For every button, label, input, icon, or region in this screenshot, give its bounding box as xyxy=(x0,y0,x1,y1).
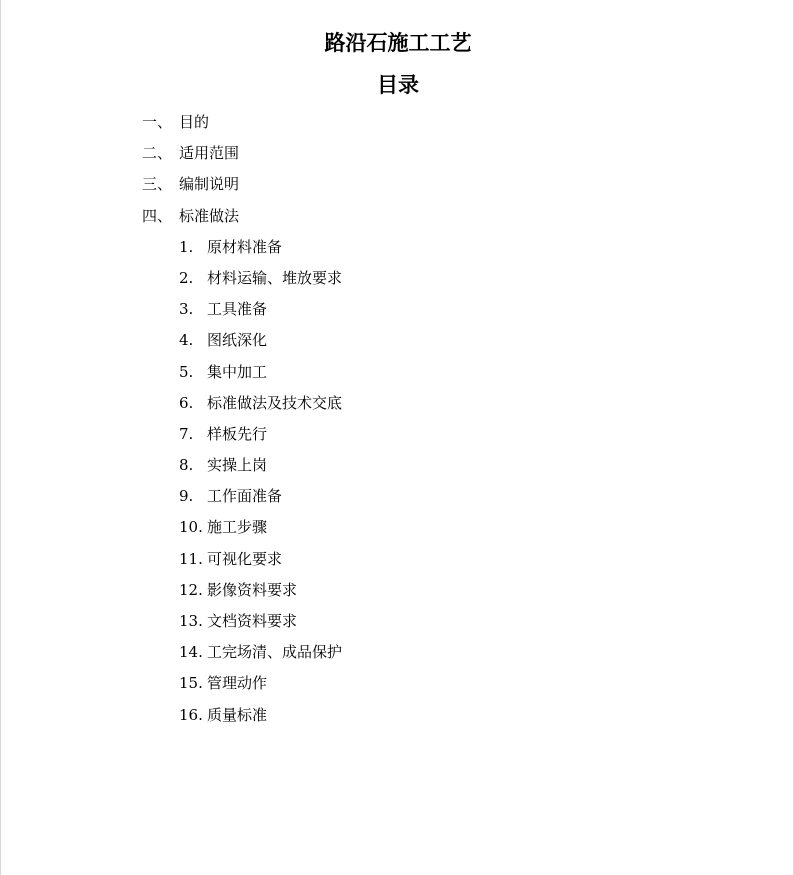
toc-subitem-2[interactable] xyxy=(1,263,794,294)
toc-subitem-1[interactable] xyxy=(1,232,794,263)
toc-item-number: 一、 xyxy=(142,113,173,131)
toc-subitem-8[interactable] xyxy=(1,450,794,481)
toc-item-label: 质量标准 xyxy=(207,705,268,724)
toc-item-number: 16. xyxy=(179,705,203,724)
toc-item-number: 11. xyxy=(179,549,203,568)
toc-item-number: 7. xyxy=(179,424,194,443)
toc-item-number: 14. xyxy=(179,643,203,662)
toc-subitem-4[interactable] xyxy=(1,325,794,356)
toc-item-number: 5. xyxy=(179,362,194,381)
toc-item-label: 目的 xyxy=(179,113,210,131)
toc-subitem-7[interactable] xyxy=(1,419,794,450)
toc-subitem-10[interactable] xyxy=(1,512,794,543)
toc-item-number: 13. xyxy=(179,612,203,630)
toc-subitem-14[interactable] xyxy=(1,637,794,668)
toc-item-number: 9. xyxy=(179,487,194,506)
toc-item-label: 管理动作 xyxy=(207,674,268,693)
toc-item-label: 图纸深化 xyxy=(207,331,268,350)
toc-item-number: 8. xyxy=(179,456,194,475)
toc-subitem-6[interactable] xyxy=(1,388,794,419)
toc-item-label: 文档资料要求 xyxy=(207,612,298,630)
toc-item-number: 四、 xyxy=(142,206,173,225)
toc-item-number: 12. xyxy=(179,580,203,599)
toc-item-label: 工具准备 xyxy=(207,300,268,319)
toc-item-number: 6. xyxy=(179,393,194,412)
toc-subitem-3[interactable] xyxy=(1,294,794,325)
toc-item-label: 适用范围 xyxy=(179,144,240,163)
toc-item-label: 工完场清、成品保护 xyxy=(207,643,343,662)
toc-item-label: 原材料准备 xyxy=(207,237,283,256)
toc-subitem-11[interactable] xyxy=(1,544,794,575)
toc-subitem-5[interactable] xyxy=(1,357,794,388)
toc-item-number: 4. xyxy=(179,331,194,350)
toc-subitem-9[interactable] xyxy=(1,481,794,512)
toc-item-label: 施工步骤 xyxy=(207,518,268,537)
toc-item-number: 三、 xyxy=(142,175,173,194)
toc-subitem-16[interactable] xyxy=(1,700,794,731)
toc-item-number: 二、 xyxy=(142,144,173,163)
toc-item-label: 实操上岗 xyxy=(207,456,268,475)
toc-item-number: 10. xyxy=(179,518,203,537)
toc-item-number: 3. xyxy=(179,300,194,319)
toc-item-label: 样板先行 xyxy=(207,424,268,443)
toc-heading: 目录 xyxy=(377,72,419,97)
document-title: 路沿石施工工艺 xyxy=(324,30,472,55)
toc-item-label: 工作面准备 xyxy=(207,487,283,506)
toc-item-label: 标准做法及技术交底 xyxy=(207,393,343,412)
toc-item-standard-practice[interactable] xyxy=(1,201,794,232)
toc-item-number: 15. xyxy=(179,674,203,693)
toc-subitem-13[interactable] xyxy=(1,606,794,637)
toc-item-label: 材料运输、堆放要求 xyxy=(207,268,343,287)
toc-item-label: 集中加工 xyxy=(207,362,268,381)
toc-item-notes[interactable] xyxy=(1,169,794,200)
toc-item-label: 影像资料要求 xyxy=(207,580,298,599)
toc-subitem-12[interactable] xyxy=(1,575,794,606)
toc-item-scope[interactable] xyxy=(1,138,794,169)
toc-item-label: 可视化要求 xyxy=(207,549,283,568)
table-of-contents xyxy=(1,107,794,731)
toc-item-label: 编制说明 xyxy=(179,175,240,194)
toc-item-number: 1. xyxy=(179,237,194,256)
toc-item-number: 2. xyxy=(179,268,194,287)
toc-subitem-15[interactable] xyxy=(1,668,794,699)
toc-item-label: 标准做法 xyxy=(179,206,240,225)
toc-item-purpose[interactable] xyxy=(1,107,794,138)
